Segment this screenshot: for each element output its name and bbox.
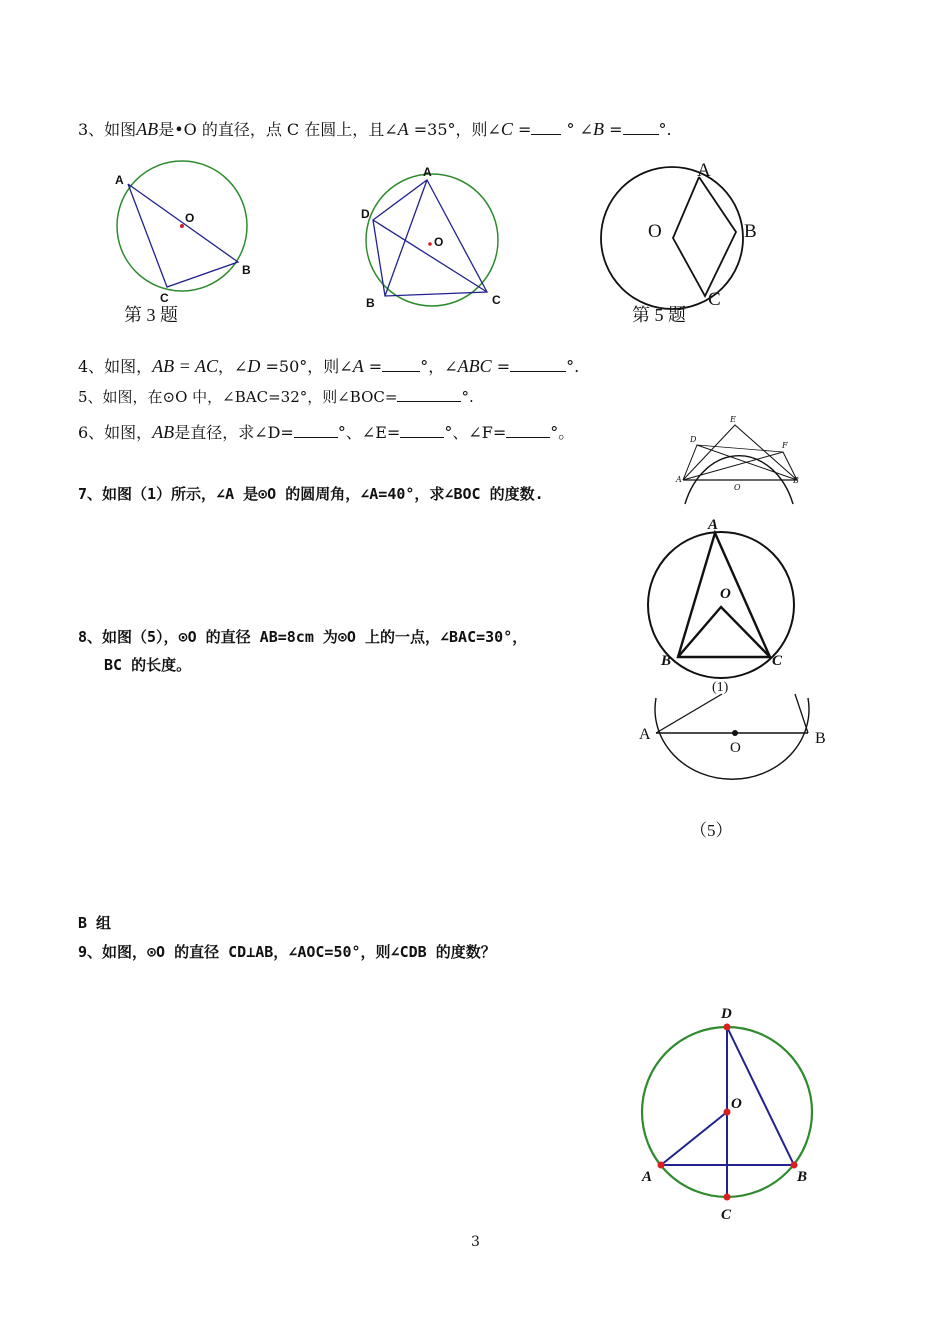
label-o: O — [730, 740, 741, 756]
segment-ao — [661, 1112, 727, 1165]
label-c: C — [772, 653, 783, 669]
label-o: O — [734, 483, 741, 492]
chords — [673, 177, 736, 296]
arc — [655, 698, 809, 779]
label-e: E — [730, 415, 736, 424]
label-d: D — [690, 435, 697, 444]
figure-q6 — [675, 408, 815, 508]
question-3: 3、如图AB是•O 的直径，点 C 在圆上，且∠A =35°，则∠C = ° ∠B = °. — [78, 119, 672, 139]
question-8-line-1: 8、如图（5），⊙O 的直径 AB=8cm 为⊙O 上的一点，∠BAC=30°， — [78, 628, 528, 646]
figure-5 — [632, 692, 832, 817]
triangle — [128, 184, 238, 287]
label-a: A — [115, 173, 124, 187]
diagonal — [385, 180, 427, 296]
label-a: A — [639, 726, 651, 743]
label-c: C — [492, 293, 501, 307]
answer-blank[interactable] — [382, 357, 420, 372]
answer-blank[interactable] — [294, 423, 338, 438]
label-o: O — [720, 586, 731, 602]
chord-ac — [656, 694, 722, 733]
point-a — [658, 1162, 665, 1169]
group-b-title: B 组 — [78, 914, 112, 932]
label-c: C — [160, 291, 169, 305]
point-b — [791, 1162, 798, 1169]
center-point — [732, 730, 738, 736]
center-point — [180, 224, 184, 228]
page-number: 3 — [471, 1234, 480, 1250]
figure-1 — [645, 515, 805, 695]
point-o — [724, 1109, 731, 1116]
figure-q4 — [355, 160, 525, 325]
label-d: D — [361, 207, 370, 221]
caption-q5-figure: 第 5 题 — [632, 305, 686, 325]
question-7: 7、如图（1）所示，∠A 是⊙O 的圆周角，∠A=40°，求∠BOC 的度数. — [78, 485, 544, 503]
caption-q3-figure: 第 3 题 — [124, 305, 178, 325]
label-o: O — [731, 1096, 742, 1112]
label-b: B — [366, 296, 375, 310]
answer-blank[interactable] — [531, 120, 561, 135]
question-6: 6、如图，AB是直径，求∠D= °、∠E= °、∠F= °。 — [78, 422, 575, 442]
figure-q9 — [632, 1000, 832, 1230]
label-b: B — [815, 730, 826, 747]
question-8-line-2: BC 的长度。 — [104, 656, 192, 674]
point-d — [724, 1024, 731, 1031]
label-o: O — [434, 235, 444, 249]
label-a: A — [697, 160, 711, 181]
label-o: O — [648, 221, 662, 242]
chord-bc — [795, 694, 808, 733]
answer-blank[interactable] — [397, 387, 461, 402]
answer-blank[interactable] — [400, 423, 444, 438]
question-4: 4、如图，AB = AC，∠D =50°，则∠A = °，∠ABC = °. — [78, 356, 580, 376]
label-b: B — [797, 1169, 808, 1185]
label-b: B — [242, 263, 251, 277]
answer-blank[interactable] — [623, 120, 659, 135]
label-c: C — [708, 289, 721, 310]
caption-figure-5: （5） — [690, 821, 733, 840]
label-b: B — [793, 476, 799, 485]
point-c — [724, 1194, 731, 1201]
answer-blank[interactable] — [510, 357, 566, 372]
label-f: F — [782, 441, 788, 450]
quadrilateral — [373, 180, 487, 296]
circle — [601, 167, 743, 309]
question-9: 9、如图，⊙O 的直径 CD⊥AB，∠AOC=50°，则∠CDB 的度数？ — [78, 943, 496, 961]
answer-blank[interactable] — [506, 423, 550, 438]
label-b: B — [744, 221, 757, 242]
label-a: A — [423, 165, 432, 179]
label-b: B — [661, 653, 672, 669]
question-5: 5、如图，在⊙O 中，∠BAC=32°，则∠BOC= °. — [78, 388, 474, 406]
label-a: A — [708, 517, 719, 533]
label-d: D — [721, 1006, 732, 1022]
figure-q5 — [595, 160, 775, 320]
caption-figure-1: (1) — [712, 680, 729, 695]
label-o: O — [185, 211, 195, 225]
label-c: C — [721, 1207, 732, 1223]
label-a: A — [642, 1169, 653, 1185]
figure-q3 — [105, 160, 265, 320]
center-point — [428, 242, 432, 246]
label-a: A — [676, 475, 682, 484]
